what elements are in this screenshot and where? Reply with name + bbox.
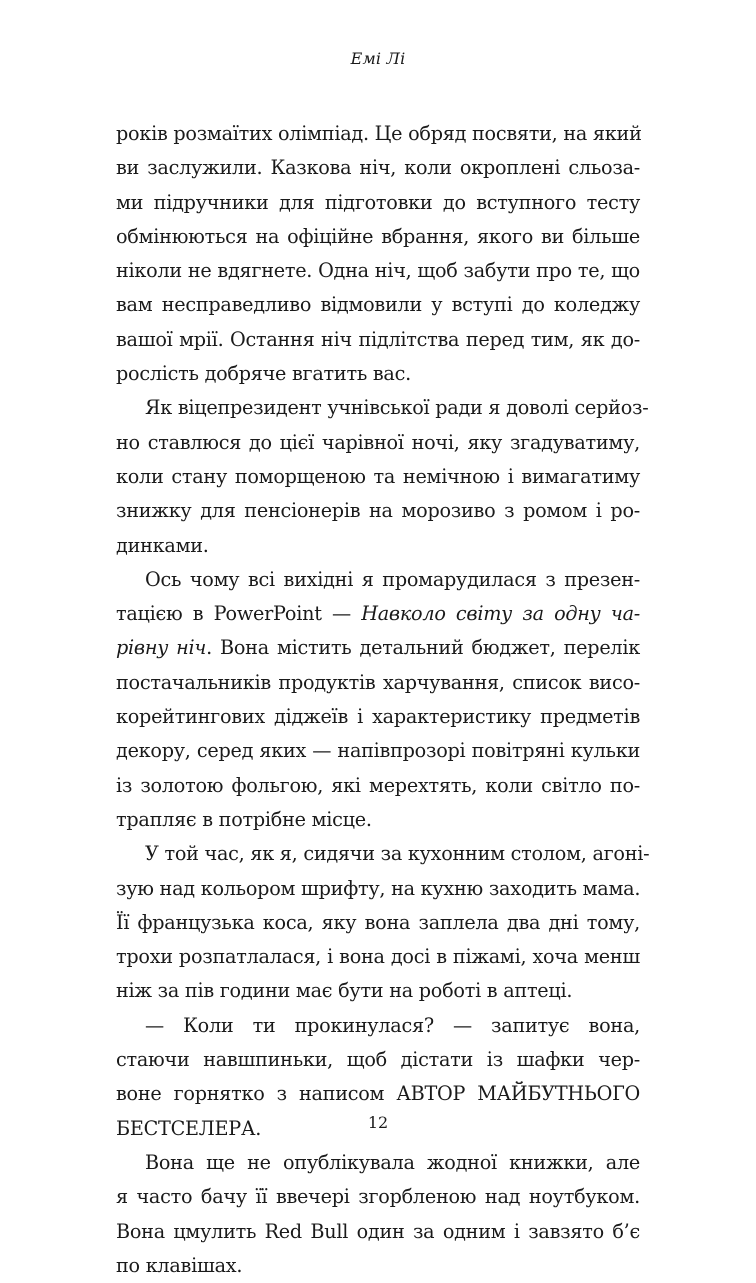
text-line: ніколи не вдягнете. Одна ніч, щоб забути про те, що	[116, 259, 640, 283]
text-line: ви заслужили. Казкова ніч, коли окроплені сльоза-	[116, 156, 640, 180]
text-line: обмінюються на офіційне вбрання, якого ви більше	[116, 224, 640, 248]
text-line: вам несправедливо відмовили у вступі до коледжу	[116, 293, 640, 317]
text-line: стаючи навшпиньки, щоб дістати із шафки чер-	[116, 1048, 640, 1072]
text-line: У той час, як я, сидячи за кухонним столом, агоні-	[145, 842, 650, 866]
line-segment: . Вона містить детальний бюджет, перелік	[206, 636, 640, 660]
text-line: зую над кольором шрифту, на кухню заходить мама.	[116, 876, 641, 900]
text-line	[116, 631, 640, 665]
text-line: трапляє в потрібне місце.	[116, 807, 372, 831]
text-line: коли стану поморщеною та немічною і вимагатиму	[116, 464, 640, 488]
text-line: — Коли ти прокинулася? — запитує вона,	[145, 1013, 640, 1037]
text-line: воне горнятко з написом АВТОР МАЙБУТНЬОГО	[116, 1082, 640, 1106]
text-line: но ставлюся до цієї чарівної ночі, яку згадуватиму,	[116, 430, 640, 454]
book-title-italic: рівну ніч	[116, 636, 207, 660]
body-text	[116, 117, 650, 1283]
text-line: Ось чому всі вихідні я промарудилася з презен-	[145, 567, 640, 591]
text-line: ми підручники для підготовки до вступного тесту	[116, 190, 640, 214]
text-line: Її французька коса, яку вона заплела два дні тому,	[116, 910, 640, 934]
text-line: Вона цмулить Red Bull один за одним і завзято б’є	[116, 1219, 640, 1243]
text-line: рослість добряче вгатить вас.	[116, 362, 411, 386]
text-line: корейтингових діджеїв і характеристику предметів	[116, 705, 640, 729]
text-line: вашої мрії. Остання ніч підлітства перед тим, як до-	[116, 327, 640, 351]
text-line: Вона ще не опублікувала жодної книжки, але	[145, 1150, 640, 1174]
text-line: БЕСТСЕЛЕРА.	[116, 1116, 262, 1140]
text-line: Як віцепрезидент учнівської ради я доволі серйоз-	[145, 396, 649, 420]
text-line: декору, серед яких — напівпрозорі повітряні кульки	[116, 739, 640, 763]
text-line: знижку для пенсіонерів на морозиво з ромом і ро-	[116, 499, 640, 523]
book-title-italic: Навколо світу за одну ча-	[361, 602, 640, 626]
text-line: із золотою фольгою, які мерехтять, коли світло по-	[116, 773, 640, 797]
text-line: по клавішах.	[116, 1253, 243, 1277]
text-line: трохи розпатлалася, і вона досі в піжамі, хоча менш	[116, 945, 640, 969]
text-line: динками.	[116, 533, 209, 557]
text-line: років розмаїтих олімпіад. Це обряд посвяти, на який	[116, 122, 642, 145]
text-line: постачальників продуктів харчування, список висо-	[116, 670, 640, 694]
text-line: я часто бачу її ввечері згорбленою над ноутбуком.	[116, 1185, 640, 1209]
text-line	[116, 597, 640, 631]
text-line: ніж за пів години має бути на роботі в аптеці.	[116, 979, 573, 1003]
running-head: Емі Лі	[350, 49, 406, 68]
page-number: 12	[367, 1113, 389, 1132]
line-segment: тацією в PowerPoint —	[116, 602, 351, 626]
